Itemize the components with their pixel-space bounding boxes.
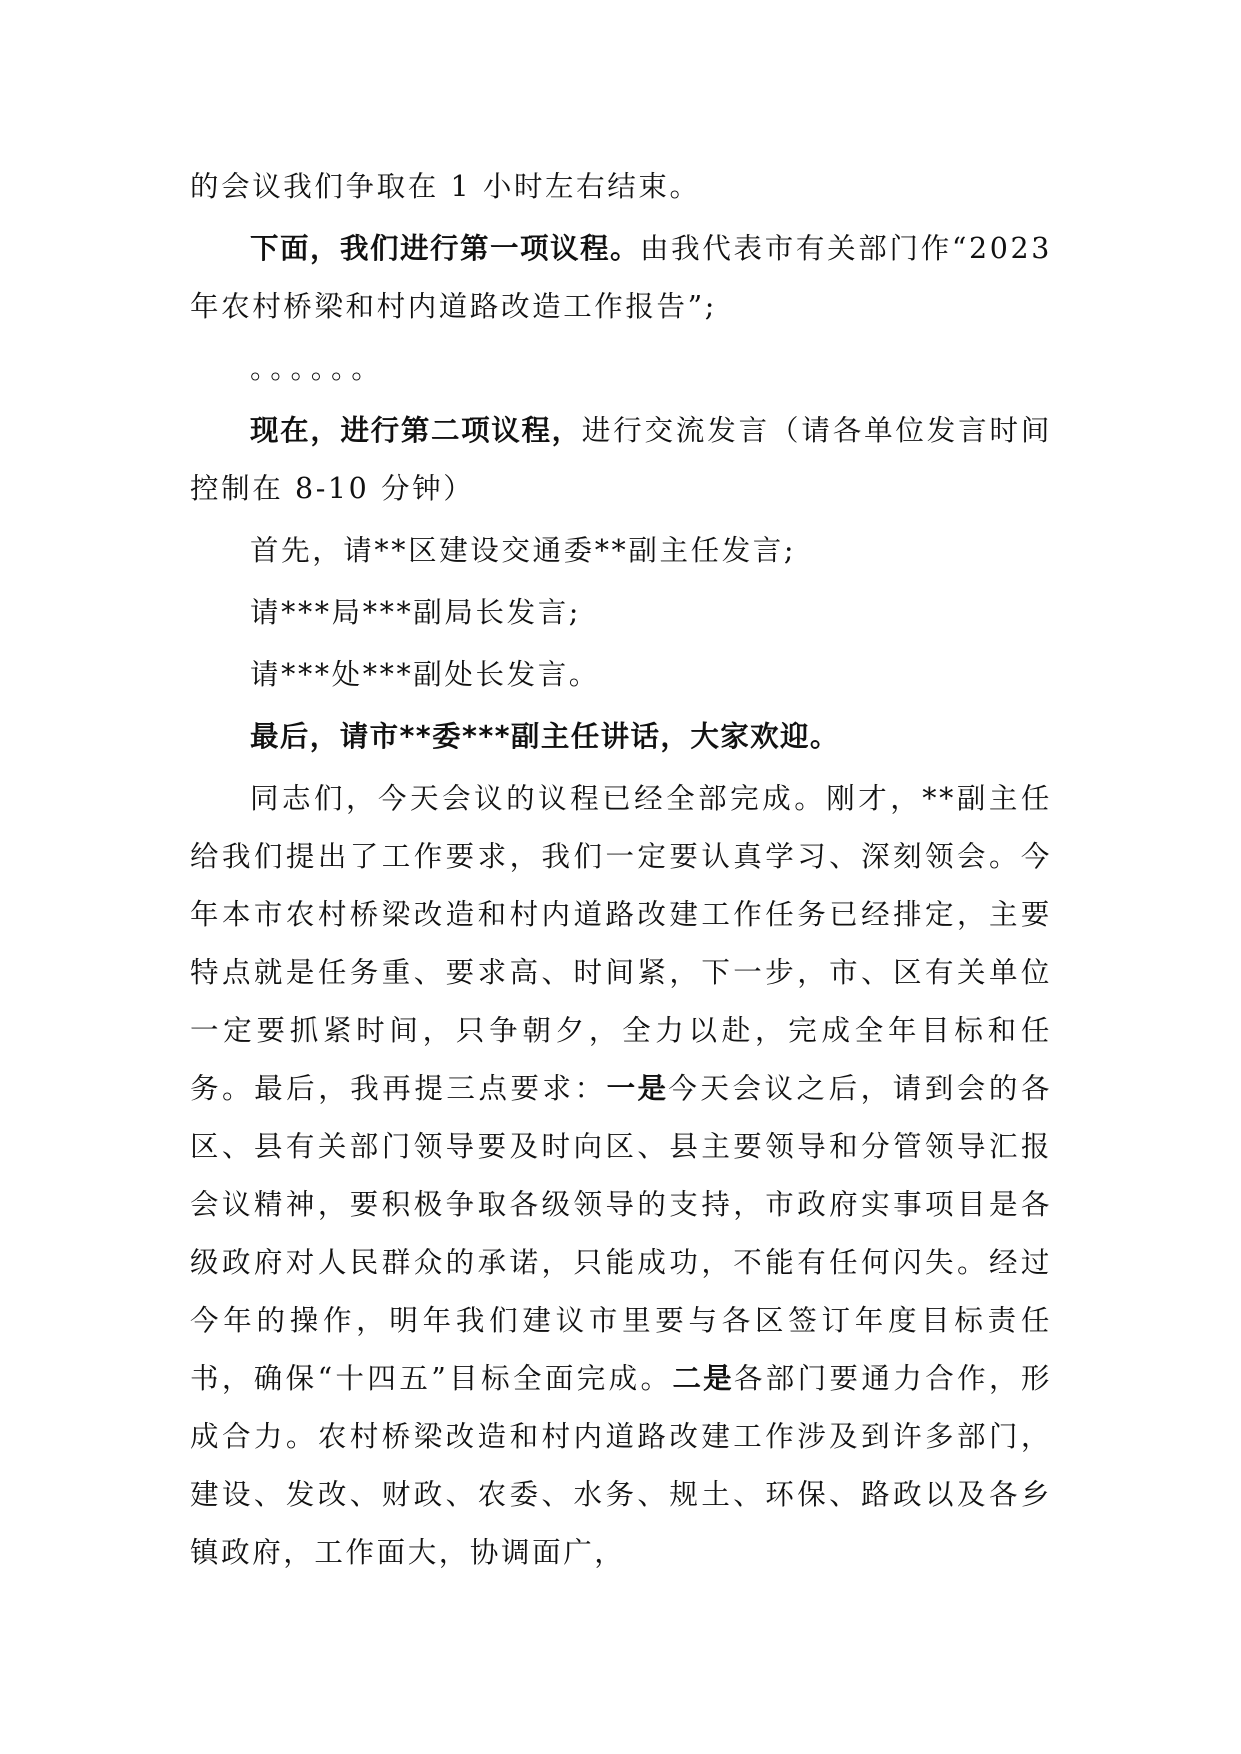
paragraph-9-text-d: 各部门要通力合作，形成合力。农村桥梁改造和村内道路改建工作涉及到许多部门，建设、发改、财政、农委、水务、规土、环保、路政以及各乡镇政府，工作面大，协调面广， (190, 1362, 1052, 1569)
paragraph-1 (190, 158, 1052, 216)
paragraph-5-text: 首先，请**区建设交通委**副主任发言; (250, 534, 797, 567)
paragraph-9-text-c: 今天会议之后，请到会的各区、县有关部门领导要及时向区、县主要领导和分管领导汇报会议精神，要积极争取各级领导的支持，市政府实事项目是各级政府对人民群众的承诺，只能成功，不能有任何闪失。经过今年的操作，明年我们建议市里要与各区签订年度目标责任书，确保“十四五”目标全面完成。 (190, 1072, 1052, 1395)
ellipsis-dots: 。。。。。。 (250, 352, 386, 385)
paragraph-9-text-a: 同志们，今天会议的议程已经全部完成。刚才，**副主任给我们提出了工作要求，我们一定要认真学习、深刻领会。今年本市农村桥梁改造和村内道路改建工作任务已经排定，主要特点就是任务重、要求高、时间紧，下一步，市、区有关单位一定要抓紧时间，只争朝夕，全力以赴，完成全年目标和任务。最后，我再提三点要求： (190, 782, 1052, 1105)
paragraph-3 (190, 340, 1052, 398)
paragraph-9 (190, 770, 1052, 1582)
paragraph-2 (190, 220, 1052, 336)
paragraph-4 (190, 402, 1052, 518)
paragraph-6 (190, 584, 1052, 642)
paragraph-6-text: 请***局***副局长发言; (250, 596, 582, 629)
paragraph-8 (190, 708, 1052, 766)
paragraph-5 (190, 522, 1052, 580)
requirement-1-marker: 一是 (606, 1072, 669, 1105)
requirement-2-marker: 二是 (672, 1362, 734, 1395)
paragraph-7-text: 请***处***副处长发言。 (250, 658, 600, 691)
paragraph-7 (190, 646, 1052, 704)
closing-speech-heading: 最后，请市**委***副主任讲话，大家欢迎。 (250, 720, 840, 753)
paragraph-4-text: 进行交流发言（请各单位发言时间控制在 8-10 分钟） (190, 414, 1052, 505)
paragraph-2-text: 由我代表市有关部门作“2023年农村桥梁和村内道路改造工作报告”; (190, 232, 1052, 323)
document-body (190, 158, 1052, 1586)
agenda-item-2-heading: 现在，进行第二项议程， (250, 414, 582, 447)
paragraph-1-text: 的会议我们争取在 1 小时左右结束。 (190, 170, 701, 203)
agenda-item-1-heading: 下面，我们进行第一项议程。 (250, 232, 640, 265)
